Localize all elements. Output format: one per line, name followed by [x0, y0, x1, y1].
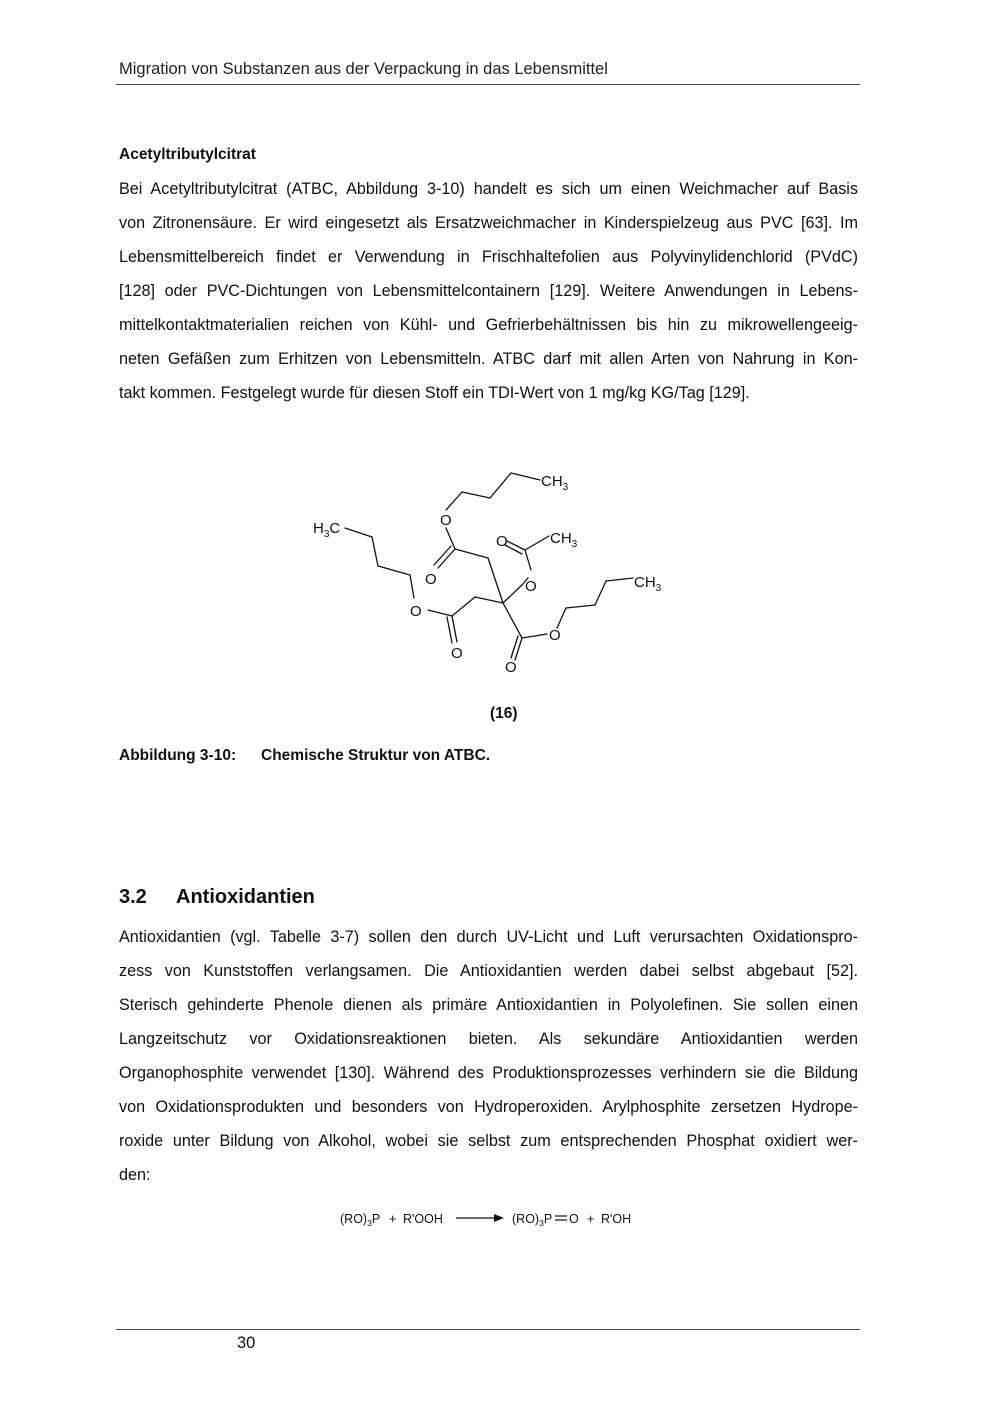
product-phosphate: $(RO)_3P$ [512, 1212, 553, 1228]
arrow-head [494, 1214, 504, 1222]
oxygen-label: O [549, 627, 561, 644]
figure-caption [119, 747, 490, 765]
atbc-paragraph [119, 172, 858, 410]
paragraph-line: Antioxidantien (vgl. Tabelle 3-7) sollen den durch UV-Licht und Luft verursachten Oxidationspro- [119, 928, 858, 946]
oxygen-label: O [410, 603, 422, 620]
paragraph-line: neten Gefäßen zum Erhitzen von Lebensmitteln. ATBC darf mit allen Arten von Nahrung in Kon- [119, 350, 858, 368]
paragraph-line: Lebensmittelbereich findet er Verwendung in Frischhaltefolien aus Polyvinylidenchlorid (PVdC) [119, 248, 858, 266]
paragraph-line: Sterisch gehinderte Phenole dienen als primäre Antioxidantien in Polyolefinen. Sie sollen einen [119, 996, 858, 1014]
paragraph-line: mittelkontaktmaterialien reichen von Kühl- und Gefrierbehältnissen bis hin zu mikrowellengeeig- [119, 316, 858, 334]
chapter-number: 3.2 [119, 886, 147, 908]
section-heading: Acetyltributylcitrat [119, 146, 256, 163]
chapter-heading [119, 886, 315, 909]
methyl-group-label-left: $H_3C$ [313, 520, 341, 540]
paragraph-line: Organophosphite verwendet [130]. Während des Produktionsprozesses verhindern sie die Bildung [119, 1064, 858, 1082]
running-header: Migration von Substanzen aus der Verpackung in das Lebensmittel [119, 60, 608, 78]
paragraph-line: von Zitronensäure. Er wird eingesetzt als Ersatzweichmacher in Kinderspielzeug aus PVC [63]. Im [119, 214, 858, 232]
paragraph-line: den: [119, 1166, 151, 1184]
compound-number: (16) [490, 705, 518, 722]
plus-sign: + [389, 1212, 397, 1226]
oxygen-label: O [425, 571, 437, 588]
paragraph-line: Bei Acetyltributylcitrat (ATBC, Abbildung 3-10) handelt es sich um einen Weichmacher auf Basis [119, 180, 858, 198]
caption-text: Chemische Struktur von ATBC. [261, 747, 491, 764]
page-number: 30 [237, 1334, 256, 1352]
oxygen-label: O [505, 659, 517, 676]
reactant-hydroperoxide: R'OOH [403, 1212, 443, 1226]
product-alcohol: R'OH [601, 1212, 632, 1226]
paragraph-line: zess von Kunststoffen verlangsamen. Die Antioxidantien werden dabei selbst abgebaut [52]. [119, 962, 858, 980]
product-phosphate-oxygen: O [569, 1212, 579, 1226]
atbc-structure-diagram [300, 462, 680, 692]
antioxidants-paragraph [119, 920, 858, 1192]
paragraph-line: roxide unter Bildung von Alkohol, wobei sie selbst zum entsprechenden Phosphat oxidiert wer- [119, 1132, 858, 1150]
oxygen-label: O [496, 533, 508, 550]
caption-label: Abbildung 3-10: [119, 747, 237, 764]
paragraph-line: von Oxidationsprodukten und besonders von Hydroperoxiden. Arylphosphite zersetzen Hydrope- [119, 1098, 858, 1116]
reaction-equation [336, 1206, 656, 1234]
header-divider [116, 84, 860, 85]
paragraph-line: Langzeitschutz vor Oxidationsreaktionen bieten. Als sekundäre Antioxidantien werden [119, 1030, 858, 1048]
methyl-group-label-acetyl: $CH_3$ [550, 530, 578, 550]
methyl-group-label-right: $CH_3$ [634, 574, 662, 594]
methyl-group-label-top: $CH_3$ [541, 473, 569, 493]
oxygen-label: O [440, 512, 452, 529]
reactant-phosphite: $(RO)_3P$ [340, 1212, 381, 1228]
paragraph-line: [128] oder PVC-Dichtungen von Lebensmittelcontainern [129]. Weitere Anwendungen in Lebens- [119, 282, 858, 300]
oxygen-label: O [451, 645, 463, 662]
oxygen-label: O [525, 578, 537, 595]
footer-divider [116, 1329, 860, 1330]
plus-sign: + [587, 1212, 595, 1226]
paragraph-line: takt kommen. Festgelegt wurde für diesen Stoff ein TDI-Wert von 1 mg/kg KG/Tag [129]. [119, 384, 750, 402]
chapter-title: Antioxidantien [176, 886, 315, 908]
